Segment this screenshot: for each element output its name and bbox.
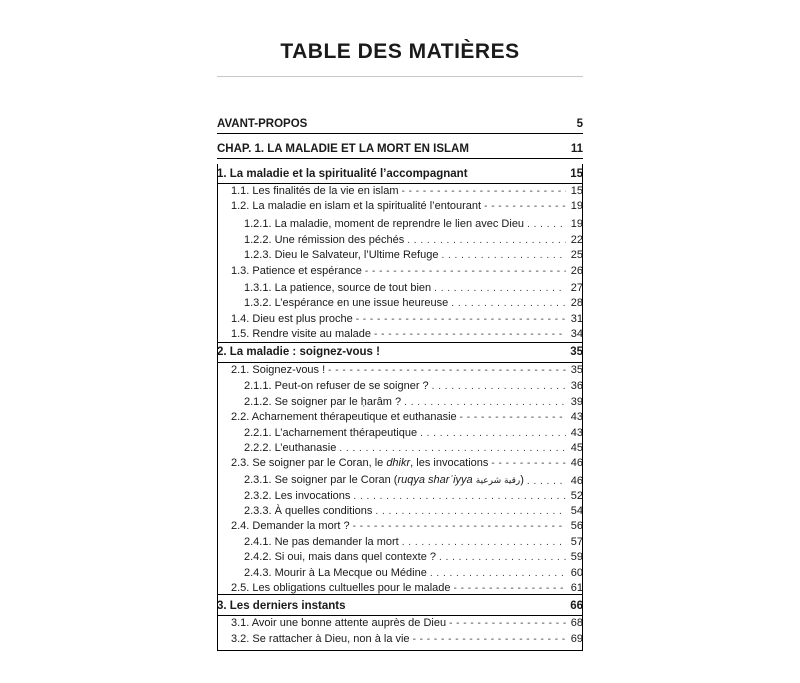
toc-entry-label: CHAP. 1. LA MALADIE ET LA MORT EN ISLAM bbox=[217, 143, 469, 155]
toc-page-number: 45 bbox=[570, 442, 583, 454]
toc-page-number: 5 bbox=[576, 118, 583, 130]
toc-page-number: 26 bbox=[570, 265, 583, 277]
toc-entry-label: 2.4.1. Ne pas demander la mort bbox=[244, 536, 399, 548]
toc-page-number: 31 bbox=[570, 313, 583, 325]
toc-entry-label: 2.5. Les obligations cultuelles pour le malade bbox=[231, 582, 451, 594]
toc-entry-label: 3. Les derniers instants bbox=[217, 600, 346, 612]
toc-page-number: 15 bbox=[570, 168, 583, 180]
toc-entry-label: 2.3.3. À quelles conditions bbox=[244, 505, 373, 517]
toc-page-number: 57 bbox=[570, 536, 583, 548]
page-title: TABLE DES MATIÈRES bbox=[280, 40, 520, 63]
toc-entry-label: 1.2.3. Dieu le Salvateur, l’Ultime Refuge bbox=[244, 249, 439, 261]
section-1-box bbox=[217, 164, 583, 343]
toc-page-number: 35 bbox=[570, 346, 583, 358]
toc-page-number: 68 bbox=[570, 617, 583, 629]
toc-page-number: 60 bbox=[570, 567, 583, 579]
toc-entry-label: AVANT-PROPOS bbox=[217, 118, 308, 130]
toc-entry-label: 1.4. Dieu est plus proche bbox=[231, 313, 353, 325]
toc-page-number: 46 bbox=[570, 475, 583, 487]
arabic-term: رقية شرعية bbox=[475, 476, 521, 486]
toc-page-number: 61 bbox=[570, 582, 583, 594]
chapter-underline bbox=[217, 158, 583, 159]
toc-page-number: 54 bbox=[570, 505, 583, 517]
toc-entry-label: 1. La maladie et la spiritualité l’accompagnant bbox=[217, 168, 468, 180]
title-divider bbox=[217, 76, 583, 77]
toc-entry-label: 1.3.1. La patience, source de tout bien bbox=[244, 282, 432, 294]
toc-page-number: 66 bbox=[570, 600, 583, 612]
toc-page-number: 52 bbox=[570, 490, 583, 502]
toc-entry-label: 2.1.2. Se soigner par le ḥarâm ? bbox=[244, 396, 402, 408]
toc-entry-label: 2.4.2. Si oui, mais dans quel contexte ? bbox=[244, 551, 437, 563]
toc-page-number: 28 bbox=[570, 297, 583, 309]
toc-entry-label: 2.1.1. Peut-on refuser de se soigner ? bbox=[244, 380, 429, 392]
toc-page-number: 22 bbox=[570, 234, 583, 246]
toc-entry-label: 1.2. La maladie en islam et la spiritualité l’entourant bbox=[231, 200, 482, 212]
toc-section-row[interactable] bbox=[217, 118, 583, 131]
toc-entry-label: 3.1. Avoir une bonne attente auprès de Dieu bbox=[231, 617, 447, 629]
toc-page-number: 36 bbox=[570, 380, 583, 392]
toc-page-number: 34 bbox=[570, 328, 583, 340]
toc-page-number: 15 bbox=[570, 185, 583, 197]
section-2-box bbox=[217, 342, 583, 595]
toc-page-number: 56 bbox=[570, 520, 583, 532]
toc-page-number: 19 bbox=[570, 200, 583, 212]
section-heading-rule-3 bbox=[217, 615, 583, 616]
toc-page-number: 69 bbox=[570, 633, 583, 645]
section-heading-rule-2 bbox=[217, 362, 583, 363]
toc-entry-label: 2.2.2. L’euthanasie bbox=[244, 442, 337, 454]
toc-page-number: 25 bbox=[570, 249, 583, 261]
toc-page-number: 11 bbox=[570, 143, 583, 155]
toc-page-number: 39 bbox=[570, 396, 583, 408]
toc-entry-label: 1.1. Les finalités de la vie en islam bbox=[231, 185, 399, 197]
avant-propos-underline bbox=[217, 133, 583, 134]
toc-page-number: 43 bbox=[570, 427, 583, 439]
toc-entry-label: 1.3.2. L’espérance en une issue heureuse bbox=[244, 297, 449, 309]
toc-entry-label: 3.2. Se rattacher à Dieu, non à la vie bbox=[231, 633, 410, 645]
toc-page-number: 35 bbox=[570, 364, 583, 376]
toc-entry-label: 2.3.2. Les invocations bbox=[244, 490, 351, 502]
toc-section-row[interactable] bbox=[217, 143, 583, 156]
toc-entry-label: 2.4. Demander la mort ? bbox=[231, 520, 350, 532]
toc-entry-label: 2.3.1. Se soigner par le Coran (ruqya sharʿiyya رقية شرعية) bbox=[244, 474, 524, 486]
toc-entry-label: 2. La maladie : soignez-vous ! bbox=[217, 346, 380, 358]
section-3-box bbox=[217, 594, 583, 651]
toc-entry-label: 2.4.3. Mourir à La Mecque ou Médine bbox=[244, 567, 427, 579]
toc-entry-label: 2.1. Soignez-vous ! bbox=[231, 364, 326, 376]
toc-page-number: 59 bbox=[570, 551, 583, 563]
toc-page-number: 43 bbox=[570, 411, 583, 423]
toc-entry-label: 2.2. Acharnement thérapeutique et euthanasie bbox=[231, 411, 457, 423]
toc-page-number: 19 bbox=[570, 218, 583, 230]
toc-entry-label: 1.5. Rendre visite au malade bbox=[231, 328, 372, 340]
toc-entry-label: 1.2.2. Une rémission des péchés bbox=[244, 234, 405, 246]
toc-entry-label: 1.3. Patience et espérance bbox=[231, 265, 362, 277]
toc-entry-label: 1.2.1. La maladie, moment de reprendre le lien avec Dieu bbox=[244, 218, 525, 230]
toc-page-number: 46 bbox=[570, 457, 583, 469]
section-heading-rule-1 bbox=[217, 183, 583, 184]
toc-entry-label: 2.2.1. L’acharnement thérapeutique bbox=[244, 427, 418, 439]
toc-page-number: 27 bbox=[570, 282, 583, 294]
toc-entry-label: 2.3. Se soigner par le Coran, le dhikr, les invocations bbox=[231, 457, 489, 469]
